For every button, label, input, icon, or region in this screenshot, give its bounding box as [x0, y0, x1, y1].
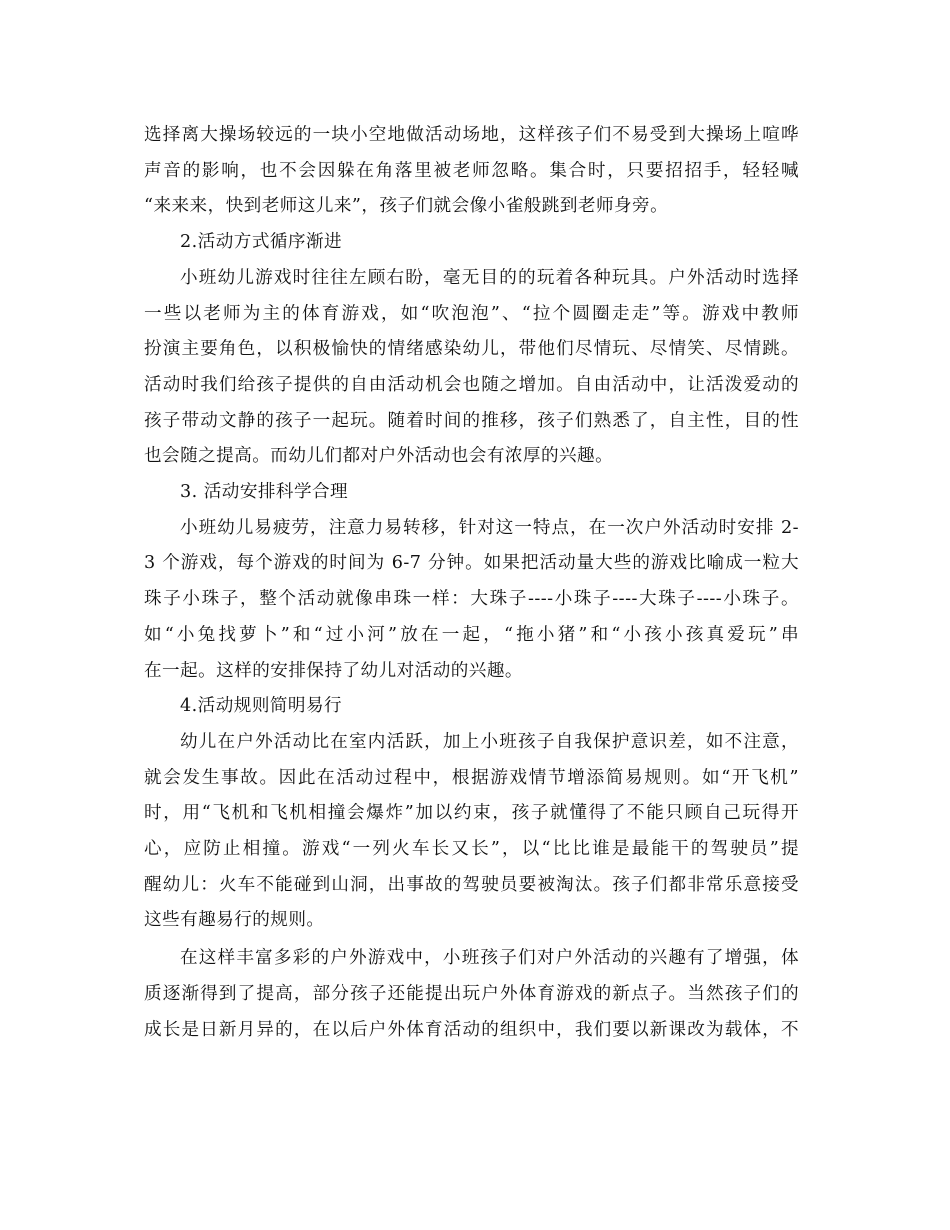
text-line: 一些以老师为主的体育游戏，如“吹泡泡”、“拉个圆圈走走”等。游戏中教师	[144, 303, 799, 324]
text-line: 珠子小珠子，整个活动就像串珠一样：大珠子----小珠子----大珠子----小珠子。	[144, 589, 799, 610]
text-line: 孩子带动文静的孩子一起玩。随着时间的推移，孩子们熟悉了，自主性，目的性	[144, 410, 799, 431]
text-line: 成长是日新月异的，在以后户外体育活动的组织中，我们要以新课改为载体，不	[144, 1019, 799, 1040]
text-line: 小班幼儿易疲劳，注意力易转移，针对这一特点，在一次户外活动时安排 2-	[180, 517, 799, 538]
section-paragraph	[144, 725, 799, 939]
text-line: 在这样丰富多彩的户外游戏中，小班孩子们对户外活动的兴趣有了增强，体	[180, 948, 799, 969]
section-paragraph	[144, 261, 799, 475]
text-line: 声音的影响，也不会因躲在角落里被老师忽略。集合时，只要招招手，轻轻喊	[144, 160, 799, 181]
closing-paragraph	[144, 941, 799, 1048]
text-line: 小班幼儿游戏时往往左顾右盼，毫无目的的玩着各种玩具。户外活动时选择	[180, 267, 799, 288]
text-line: 时，用“飞机和飞机相撞会爆炸”加以约束，孩子就懂得了不能只顾自己玩得开	[144, 803, 799, 824]
text-line: 质逐渐得到了提高，部分孩子还能提出玩户外体育游戏的新点子。当然孩子们的	[144, 983, 799, 1004]
text-line: 幼儿在户外活动比在室内活跃，加上小班孩子自我保护意识差，如不注意，	[180, 731, 799, 752]
text-line: 扮演主要角色，以积极愉快的情绪感染幼儿，带他们尽情玩、尽情笑、尽情跳。	[144, 339, 799, 360]
text-line: 选择离大操场较远的一块小空地做活动场地，这样孩子们不易受到大操场上喧哗	[144, 125, 799, 145]
intro-paragraph	[144, 118, 799, 225]
section-heading: 4.活动规则简明易行	[180, 696, 343, 717]
text-line: 活动时我们给孩子提供的自由活动机会也随之增加。自由活动中，让活泼爱动的	[144, 374, 799, 395]
text-line: 在一起。这样的安排保持了幼儿对活动的兴趣。	[144, 660, 523, 681]
section-paragraph	[144, 511, 799, 690]
text-line: 就会发生事故。因此在活动过程中，根据游戏情节增添简易规则。如“开飞机”	[144, 767, 799, 788]
text-line: 心，应防止相撞。游戏“一列火车长又长”，以“比比谁是最能干的驾驶员”提	[144, 839, 799, 860]
document-page	[144, 118, 799, 1048]
text-line: 醒幼儿：火车不能碰到山洞，出事故的驾驶员要被淘汰。孩子们都非常乐意接受	[144, 874, 799, 895]
text-line: 也会随之提高。而幼儿们都对户外活动也会有浓厚的兴趣。	[144, 446, 614, 467]
section-heading: 3. 活动安排科学合理	[180, 482, 349, 503]
text-line: 如“小兔找萝卜”和“过小河”放在一起，“拖小猪”和“小孩小孩真爱玩”串	[144, 624, 799, 645]
text-line: 这些有趣易行的规则。	[144, 910, 325, 931]
text-line: “来来来，快到老师这儿来”，孩子们就会像小雀般跳到老师身旁。	[144, 196, 669, 217]
section-heading: 2.活动方式循序渐进	[180, 232, 343, 253]
text-line: 3 个游戏，每个游戏的时间为 6-7 分钟。如果把活动量大些的游戏比喻成一粒大	[144, 553, 799, 574]
